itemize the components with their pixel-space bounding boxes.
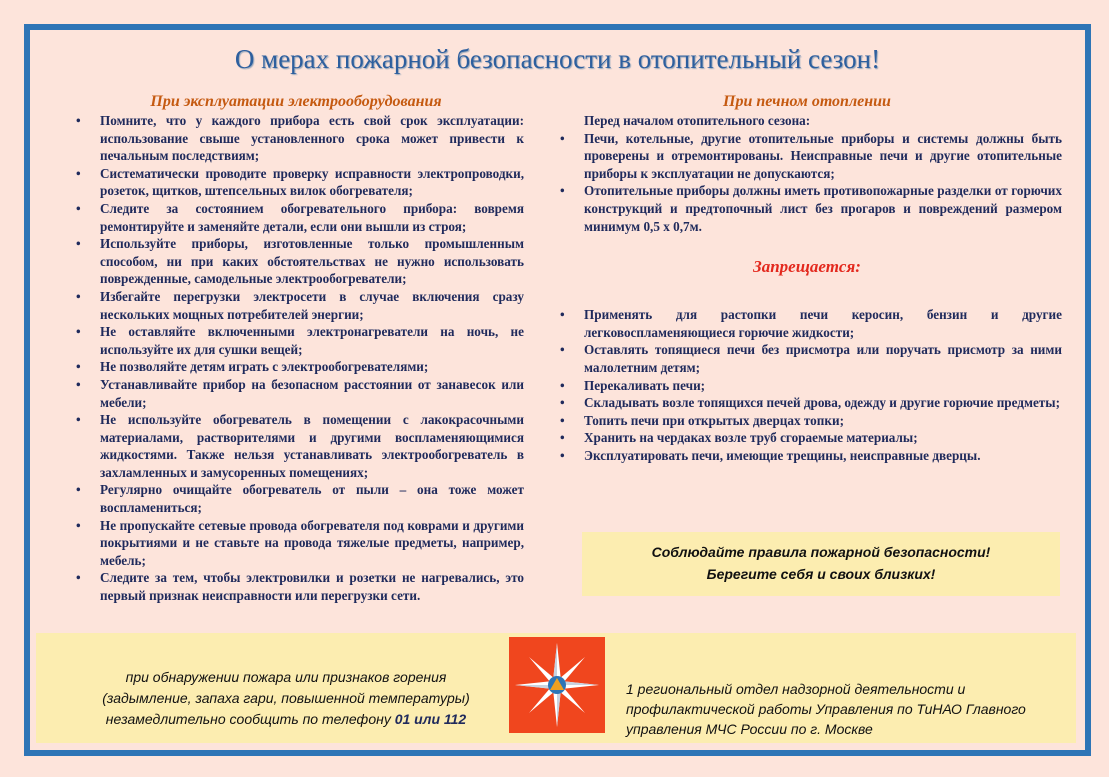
list-item: • Оставлять топящиеся печи без присмотра или поручать присмотр за ними малолетним детям; xyxy=(552,341,1062,376)
safety-callout xyxy=(582,532,1060,596)
callout-line-2: Берегите себя и своих близких! xyxy=(706,566,936,582)
list-item: • Эксплуатировать печи, имеющие трещины, неисправные дверцы. xyxy=(552,447,1062,465)
callout-line-1: Соблюдайте правила пожарной безопасности! xyxy=(651,544,991,560)
emergency-line-3 xyxy=(66,709,506,730)
list-item: • Складывать возле топящихся печей дрова, одежду и другие горючие предметы; xyxy=(552,394,1062,412)
list-item: • Не позволяйте детям играть с электрообогревателями; xyxy=(68,358,524,376)
list-item: • Помните, что у каждого прибора есть свой срок эксплуатации: использование свыше установленного срока может привести к печальным последствиям; xyxy=(68,112,524,165)
electrical-section xyxy=(68,92,524,605)
list-item: • Используйте приборы, изготовленные только промышленным способом, ни при каких обстоятельствах не нужно использовать поврежденные, самодельные электрообогреватели; xyxy=(68,235,524,288)
list-item: • Применять для растопки печи керосин, бензин и другие легковоспламеняющиеся горючие жидкости; xyxy=(552,306,1062,341)
emercom-star-emblem-icon xyxy=(509,637,605,733)
list-item: • Регулярно очищайте обогреватель от пыли – она тоже может воспламениться; xyxy=(68,481,524,516)
list-item: • Не оставляйте включенными электронагреватели на ночь, не используйте их для сушки вещей; xyxy=(68,323,524,358)
list-item: • Следите за состоянием обогревательного прибора: вовремя ремонтируйте и заменяйте детали, если они вышли из строя; xyxy=(68,200,524,235)
list-item: • Топить печи при открытых дверцах топки; xyxy=(552,412,1062,430)
emergency-line-2: (задымление, запаха гари, повышенной температуры) xyxy=(102,690,470,706)
list-item: • Отопительные приборы должны иметь противопожарные разделки от горючих конструкций и предтопочный лист без прогаров и повреждений размером минимум 0,5 х 0,7м. xyxy=(552,182,1062,235)
stove-intro: Перед началом отопительного сезона: xyxy=(584,113,811,128)
page-title: О мерах пожарной безопасности в отопительный сезон! xyxy=(234,44,881,74)
footer xyxy=(36,633,1076,743)
department-info: 1 региональный отдел надзорной деятельности и профилактической работы Управления по ТиНАО Главного управления МЧС России по г. Москве xyxy=(626,681,1026,737)
list-item: • Следите за тем, чтобы электровилки и розетки не нагревались, это первый признак неисправности или перегрузки сети. xyxy=(68,569,524,604)
list-item: • Хранить на чердаках возле труб сгораемые материалы; xyxy=(552,429,1062,447)
list-item: • Устанавливайте прибор на безопасном расстоянии от занавесок или мебели; xyxy=(68,376,524,411)
list-item: • Перекаливать печи; xyxy=(552,377,1062,395)
list-item: • Не используйте обогреватель в помещении с лакокрасочными материалами, растворителями и другими воспламеняющимися жидкостями. Также нельзя устанавливать электрообогреватель в захламленных и замусоренных помещениях; xyxy=(68,411,524,481)
list-item: • Избегайте перегрузки электросети в случае включения сразу нескольких мощных потребителей энергии; xyxy=(68,288,524,323)
stove-section xyxy=(552,92,1062,465)
list-item: • Не пропускайте сетевые провода обогревателя под коврами и другими покрытиями и не ставьте на провода тяжелые предметы, например, мебель; xyxy=(68,517,524,570)
emergency-line-1: при обнаружении пожара или признаков горения xyxy=(125,669,447,685)
electrical-heading: При эксплуатации электрооборудования xyxy=(150,93,442,110)
emergency-phone: 01 или 112 xyxy=(394,711,467,727)
stove-list xyxy=(552,130,1062,236)
electrical-list xyxy=(68,112,524,605)
emergency-instructions xyxy=(66,667,506,730)
emergency-call-text: незамедлительно сообщить по телефону xyxy=(105,711,391,727)
stove-heading: При печном отоплении xyxy=(723,93,891,110)
poster-frame xyxy=(24,24,1091,756)
list-item: • Систематически проводите проверку исправности электропроводки, розеток, щитков, штепсельных вилок обогревателя; xyxy=(68,165,524,200)
list-item: • Печи, котельные, другие отопительные приборы и системы должны быть проверены и отремонтированы. Неисправные печи и другие отопительные приборы к эксплуатации не допускаются; xyxy=(552,130,1062,183)
forbidden-list xyxy=(552,306,1062,464)
forbidden-heading: Запрещается: xyxy=(753,257,861,277)
